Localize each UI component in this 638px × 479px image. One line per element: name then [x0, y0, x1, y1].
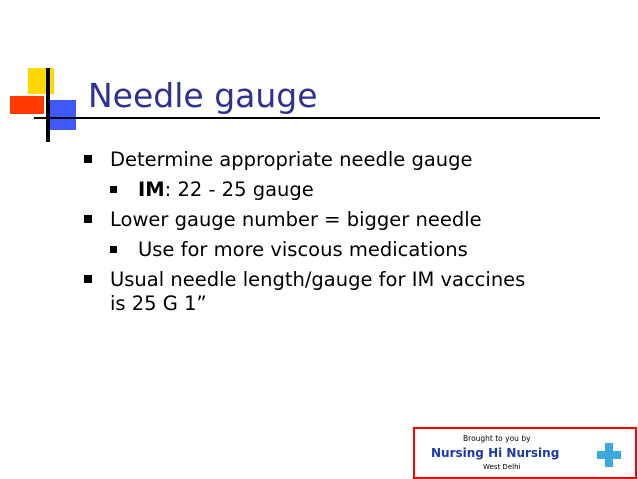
list-item: [84, 148, 624, 172]
list-item: [110, 178, 624, 202]
decorative-corner-graphic: [0, 0, 90, 140]
bullet-text: : 22 - 25 gauge: [164, 178, 314, 201]
square-bullet-icon: [84, 155, 92, 163]
title-underline: [34, 117, 600, 119]
square-bullet-icon: [84, 275, 92, 283]
square-bullet-icon: [110, 246, 117, 253]
bullet-text: Use for more viscous medications: [138, 238, 468, 261]
sponsor-logo: [413, 427, 637, 479]
decorative-red-bar: [10, 96, 44, 114]
decorative-vertical-line: [46, 68, 50, 142]
bullet-text: Lower gauge number = bigger needle: [110, 208, 482, 231]
list-item: [84, 268, 624, 316]
bullet-list: [84, 148, 624, 322]
square-bullet-icon: [110, 186, 117, 193]
list-item: [110, 238, 624, 262]
decorative-blue-square: [46, 100, 76, 130]
logo-top-text: Brought to you by: [463, 434, 531, 443]
logo-bottom-text: West Delhi: [483, 463, 521, 471]
plus-icon: [595, 441, 623, 469]
slide-title: Needle gauge: [88, 76, 318, 115]
bullet-text: Determine appropriate needle gauge: [110, 148, 473, 171]
decorative-yellow-square: [28, 68, 54, 94]
square-bullet-icon: [84, 215, 92, 223]
list-item: [84, 208, 624, 232]
bullet-label: IM: [138, 178, 165, 201]
logo-main-text: Nursing Hi Nursing: [431, 446, 560, 460]
bullet-text: Usual needle length/gauge for IM vaccines is 25 G 1”: [110, 268, 526, 315]
